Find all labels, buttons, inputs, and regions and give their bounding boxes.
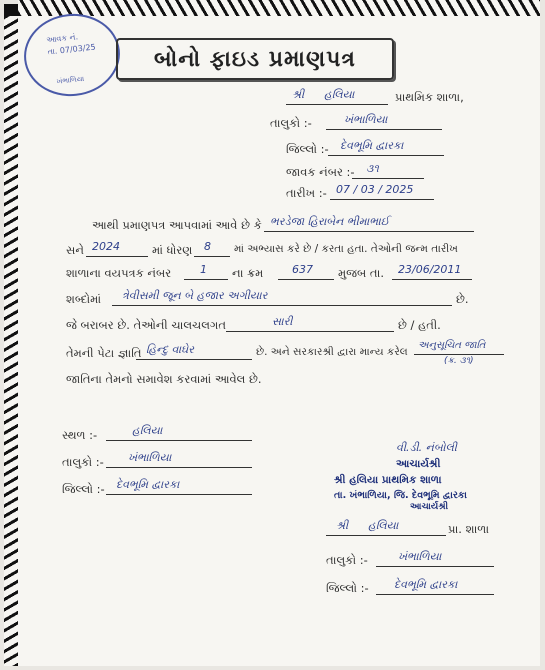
district-label: જિલ્લો :- — [286, 142, 329, 156]
body-line2-c: માં અભ્યાસ કરે છે / કરતા હતા. તેઓની જન્મ તારીખ — [234, 243, 458, 255]
footer-right-district-value: દેવભૂમિ દ્વારકા — [394, 578, 458, 591]
body-line7: જાતિના તેમનો સમાવેશ કરવામાં આવેલ છે. — [66, 372, 262, 386]
standard-underline — [194, 256, 230, 257]
footer-school-underline — [326, 535, 446, 536]
footer-taluka-underline — [106, 467, 252, 468]
stamp-line-2: તા. 07/03/25 — [47, 42, 97, 57]
date-label: તારીખ :- — [286, 186, 327, 200]
outward-label: જાવક નંબર :- — [286, 165, 355, 179]
serial-underline — [278, 279, 334, 280]
body-line2-a: સને — [66, 243, 84, 257]
body-line6-b: છે. અને સરકારશ્રી દ્વારા માન્ય કરેલ — [256, 346, 408, 358]
outward-value: ૩૧ — [366, 162, 379, 175]
body-line6-a: તેમની પેટા જ્ઞાતિ — [66, 346, 142, 360]
register-underline — [184, 279, 228, 280]
top-border-pattern — [18, 0, 540, 16]
footer-taluka-value: ખંભાળિયા — [128, 451, 172, 464]
dob-in-words: ત્રેવીસમી જૂન બે હજાર અગીયાર — [122, 289, 268, 302]
school-name: હલિયા — [324, 88, 355, 101]
district-value: દેવભૂમિ દ્વારકા — [340, 139, 404, 152]
place-value: હલિયા — [132, 424, 163, 437]
dob-underline — [392, 279, 472, 280]
body-line2-b: માં ધોરણ — [152, 243, 193, 257]
caste-category: અનુસૂચિત જાતિ — [418, 340, 486, 351]
taluka-value: ખંભાળિયા — [344, 113, 388, 126]
footer-school-prefix: શ્રી — [336, 519, 349, 532]
body-line3-b: ના ક્રમ — [232, 266, 264, 280]
signature-school: શ્રી હલિયા પ્રાથમિક શાળા — [334, 474, 442, 486]
body-line5-a: જે બરાબર છે. તેઓની ચાલચલગત — [66, 318, 226, 332]
sub-caste: હિન્દુ વાઘેર — [146, 343, 194, 356]
signature-title: આચાર્યશ્રી — [396, 458, 441, 470]
signature-address: તા. ખંભાળિયા, જિ. દેવભૂમિ દ્વારકા — [334, 490, 467, 501]
footer-right-taluka-label: તાલુકો :- — [326, 553, 368, 567]
page-title — [116, 38, 394, 80]
register-number: 1 — [200, 263, 207, 276]
body-line4-a: શબ્દોમાં — [66, 292, 102, 306]
date-value: 07 / 03 / 2025 — [336, 183, 414, 196]
stamp-bottom: ખંભાળિયા — [56, 74, 85, 86]
signature-role: આચાર્યશ્રી — [410, 502, 449, 512]
student-name: ભરડેજા હિરાબેન ભીમાભાઈ — [270, 215, 390, 228]
body-line4-b: છે. — [456, 292, 469, 306]
caste-underline — [136, 359, 252, 360]
body-line3-c: મુજબ તા. — [338, 266, 384, 280]
left-border-pattern — [4, 16, 18, 666]
stamp-line-1: આવક નં. — [45, 32, 79, 45]
school-underline — [286, 104, 388, 105]
year-underline — [86, 256, 148, 257]
footer-school-name: હલિયા — [368, 519, 399, 532]
place-underline — [106, 440, 252, 441]
signature-initials: વી.ડી. નંબોલી — [396, 441, 457, 454]
footer-taluka-label: તાલુકો :- — [62, 455, 104, 469]
body-line3-a: શાળાના વયપત્રક નંબર — [66, 266, 172, 280]
district-underline — [328, 155, 444, 156]
category-underline — [414, 354, 504, 355]
footer-right-district-underline — [376, 594, 494, 595]
conduct-underline — [226, 331, 394, 332]
date-of-birth: 23/06/2011 — [398, 263, 462, 276]
caste-category-number: (ક્ર. ૩૧) — [444, 356, 474, 366]
body-line1-prefix: આથી પ્રમાણપત્ર આપવામાં આવે છે કે — [92, 218, 262, 232]
academic-year: 2024 — [92, 240, 120, 253]
taluka-underline — [326, 129, 442, 130]
school-prefix: શ્રી — [292, 88, 305, 101]
outward-underline — [352, 178, 424, 179]
footer-district-underline — [106, 494, 252, 495]
conduct: સારી — [272, 315, 293, 328]
footer-right-taluka-value: ખંભાળિયા — [398, 550, 442, 563]
title-text: બોનો ફાઇડ પ્રમાણપત્ર — [154, 46, 356, 72]
school-suffix: પ્રાથમિક શાળા, — [395, 90, 464, 104]
standard: 8 — [204, 240, 211, 253]
serial-number: 637 — [292, 263, 313, 276]
taluka-label: તાલુકો :- — [270, 116, 312, 130]
body-line5-b: છે / હતી. — [398, 318, 441, 332]
footer-district-label: જિલ્લો :- — [62, 482, 105, 496]
footer-right-taluka-underline — [376, 566, 494, 567]
dob-words-underline — [112, 305, 452, 306]
student-name-underline — [264, 231, 474, 232]
footer-school-suffix: પ્રા. શાળા — [448, 522, 490, 536]
place-label: સ્થળ :- — [62, 428, 98, 442]
footer-right-district-label: જિલ્લો :- — [326, 581, 369, 595]
footer-district-value: દેવભૂમિ દ્વારકા — [116, 478, 180, 491]
date-underline — [330, 199, 434, 200]
